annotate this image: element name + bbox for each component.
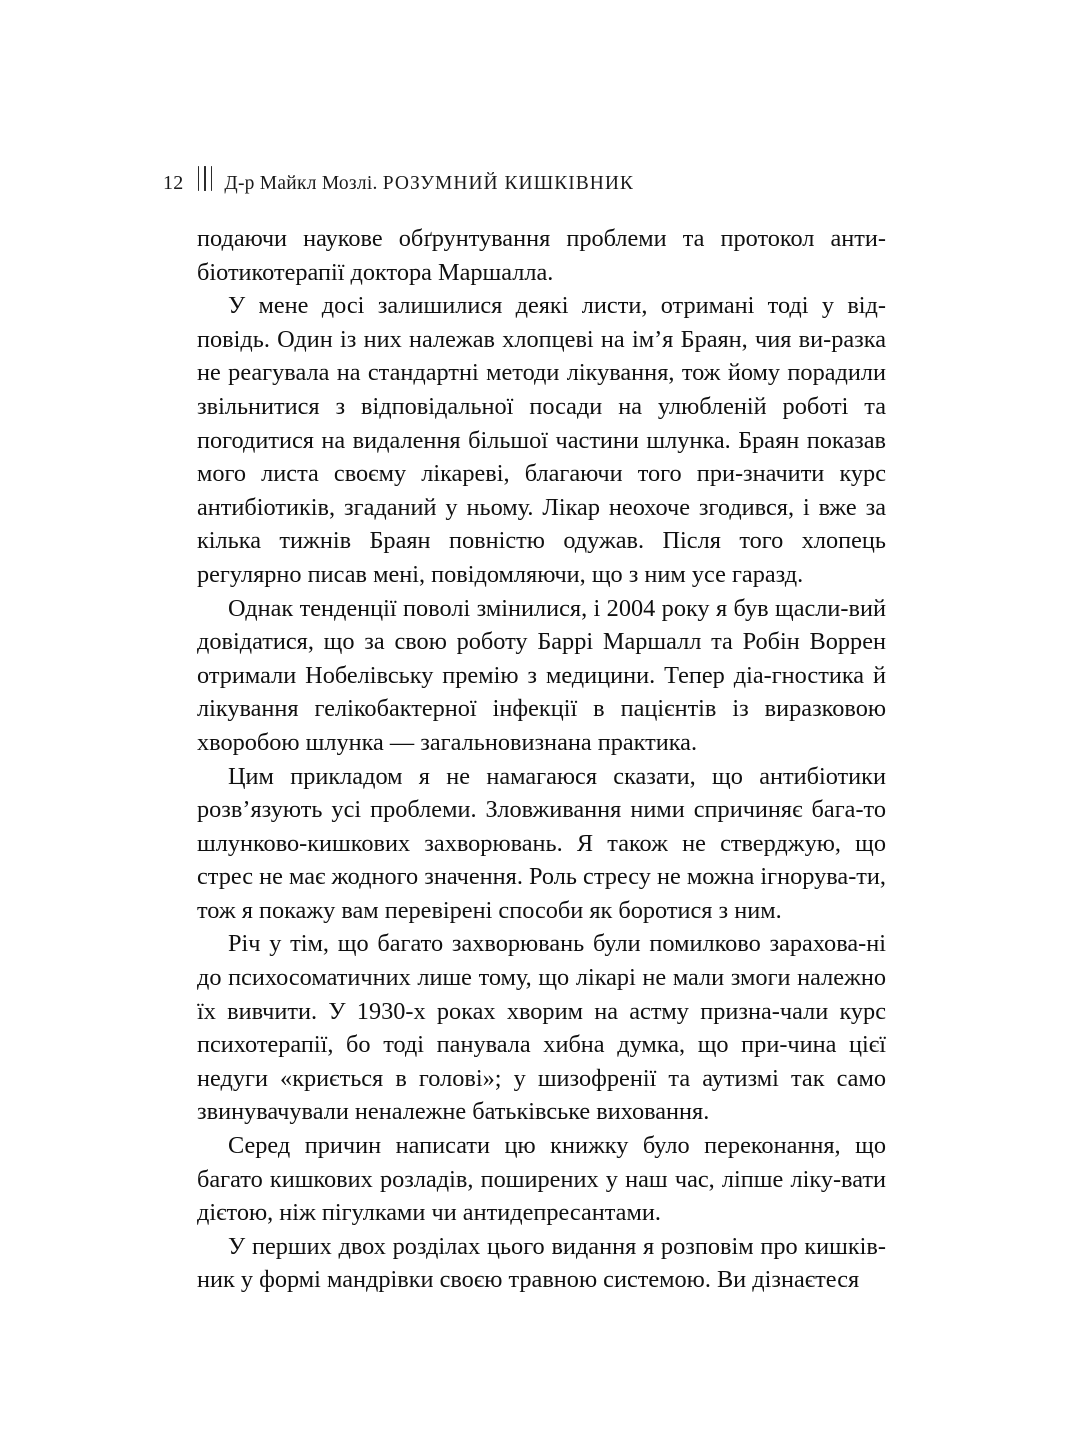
page-number: 12: [163, 172, 184, 194]
paragraph: Однак тенденції поволі змінилися, і 2004 року я був щасли-вий довідатися, що за свою роботу Баррі Маршалл та Робін Воррен отримали Нобелівську премію з медицини. Тепер діа-гностика й лікування гелікобактерної інфекції в пацієнтів із виразковою хворобою шлунка — загальновизнана практика.: [197, 594, 886, 756]
body-text: [197, 222, 886, 1297]
running-head-title: [224, 173, 634, 195]
running-head-book-title: РОЗУМНИЙ КИШКІВНИК: [382, 173, 634, 194]
paragraph: Серед причин написати цю книжку було переконання, що багато кишкових розладів, поширених у наш час, ліпше ліку-вати дієтою, ніж пігулками чи антидепресантами.: [197, 1132, 886, 1227]
paragraph: У мене досі залишилися деякі листи, отримані тоді у від-повідь. Один із них належав хлопцеві на ім’я Браян, чия ви-разка не реагувала на стандартні методи лікування, тож йому порадили звільнитися з відповідальної посади на улюбленій роботі та погодитися на видалення більшої частини шлунка. Браян показав мого листа своєму лікареві, благаючи того при-значити курс антибіотиків, згаданий у ньому. Лікар неохоче згодився, і вже за кілька тижнів Браян повністю одужав. Після того хлопець регулярно писав мені, повідомляючи, що з ним усе гаразд.: [197, 292, 886, 588]
ornament-bar: [204, 166, 206, 191]
running-head: [163, 164, 634, 195]
ornament-bar: [211, 166, 213, 191]
ornament-bar: [198, 166, 200, 191]
paragraph: Річ у тім, що багато захворювань були помилково зарахова-ні до психосоматичних лише тому, що лікарі не мали змоги належно їх вивчити. У 1930-х роках хворим на астму призна-чали курс психотерапії, бо тоді панувала хибна думка, що при-чина цієї недуги «криється в голові»; у шизофренії та аутизмі так само звинувачували неналежне батьківське виховання.: [197, 930, 886, 1126]
running-head-author: Д-р Майкл Мозлі.: [224, 173, 383, 194]
paragraph: Цим прикладом я не намагаюся сказати, що антибіотики розв’язують усі проблеми. Зловживання ними спричиняє бага-то шлунково-кишкових захворювань. Я також не стверджую, що стрес не має жодного значення. Роль стресу не можна ігнорува-ти, тож я покажу вам перевірені способи як боротися з ним.: [197, 762, 886, 924]
paragraph: У перших двох розділах цього видання я розповім про кишків-ник у формі мандрівки своєю травною системою. Ви дізнаєтеся: [197, 1232, 886, 1294]
paragraph: подаючи наукове обґрунтування проблеми та протокол анти-біотикотерапії доктора Маршалла.: [197, 225, 886, 286]
triple-bar-ornament-icon: [198, 166, 213, 191]
